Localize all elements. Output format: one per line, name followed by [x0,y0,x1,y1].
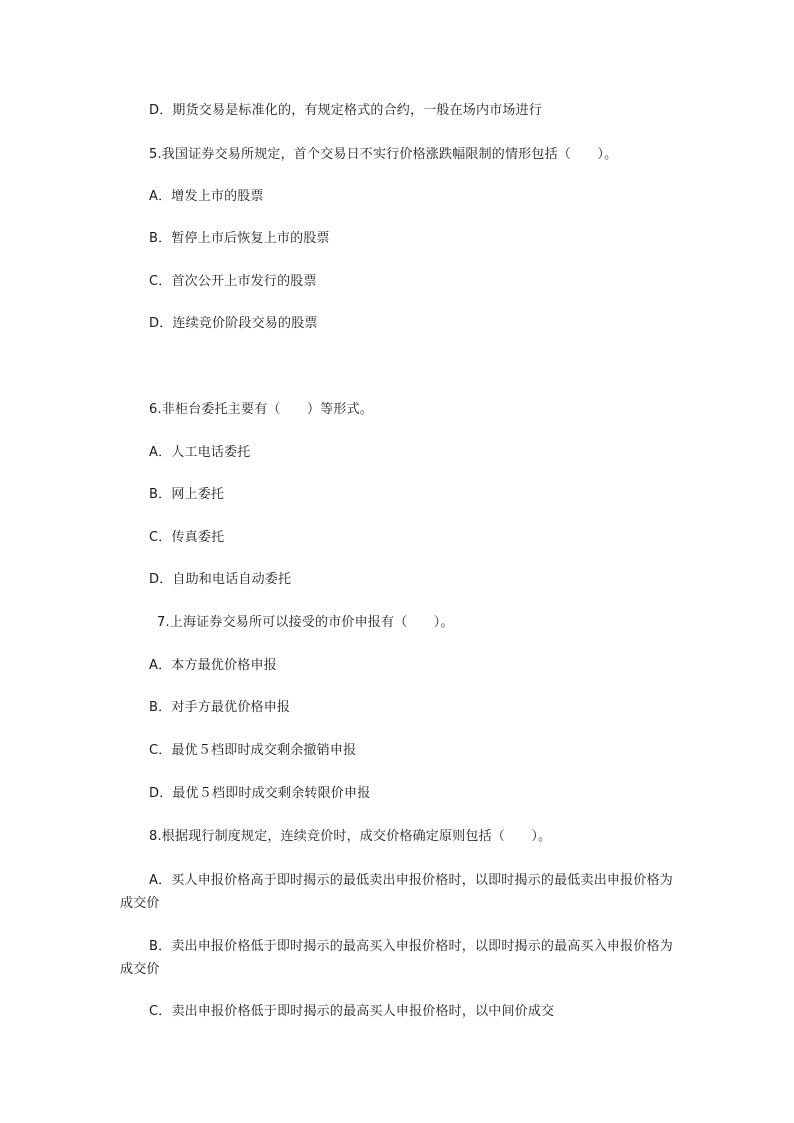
q6-option-d: D．自助和电话自动委托 [149,572,292,587]
q6-option-a: A．人工电话委托 [149,445,251,460]
q8-option-b: B．卖出申报价格低于即时揭示的最高买入申报价格时，以即时揭示的最高买入申报价格为成交价 [120,939,673,977]
question-5: 5.我国证券交易所规定，首个交易日不实行价格涨跌幅限制的情形包括（ ）。 [149,147,618,162]
question-8: 8.根据现行制度规定，连续竞价时，成交价格确定原则包括（ ）。 [149,829,552,844]
q7-option-d: D．最优５档即时成交剩余转限价申报 [149,786,371,801]
q8-option-a: A．买人申报价格高于即时揭示的最低卖出申报价格时，以即时揭示的最低卖出申报价格为成交价 [120,873,673,911]
question-6: 6.非柜台委托主要有（ ）等形式。 [149,402,374,417]
q7-option-a: A．本方最优价格申报 [149,658,277,673]
q7-option-c: C．最优５档即时成交剩余撤销申报 [149,743,357,758]
q6-option-b: B．网上委托 [149,487,225,502]
q7-option-b: B．对手方最优价格申报 [149,700,291,715]
q5-option-d: D．连续竞价阶段交易的股票 [149,316,318,331]
q5-option-b: B．暂停上市后恢复上市的股票 [149,231,330,246]
q8-option-c: C．卖出申报价格低于即时揭示的最高买人申报价格时，以中间价成交 [149,1004,555,1019]
q6-option-c: C．传真委托 [149,530,225,545]
question-7: 7.上海证券交易所可以接受的市价申报有（ ）。 [157,615,454,630]
q5-option-a: A．增发上市的股票 [149,189,264,204]
q5-option-c: C．首次公开上市发行的股票 [149,274,317,289]
option-d-futures: D．期货交易是标准化的，有规定格式的合约，一般在场内市场进行 [149,103,543,118]
